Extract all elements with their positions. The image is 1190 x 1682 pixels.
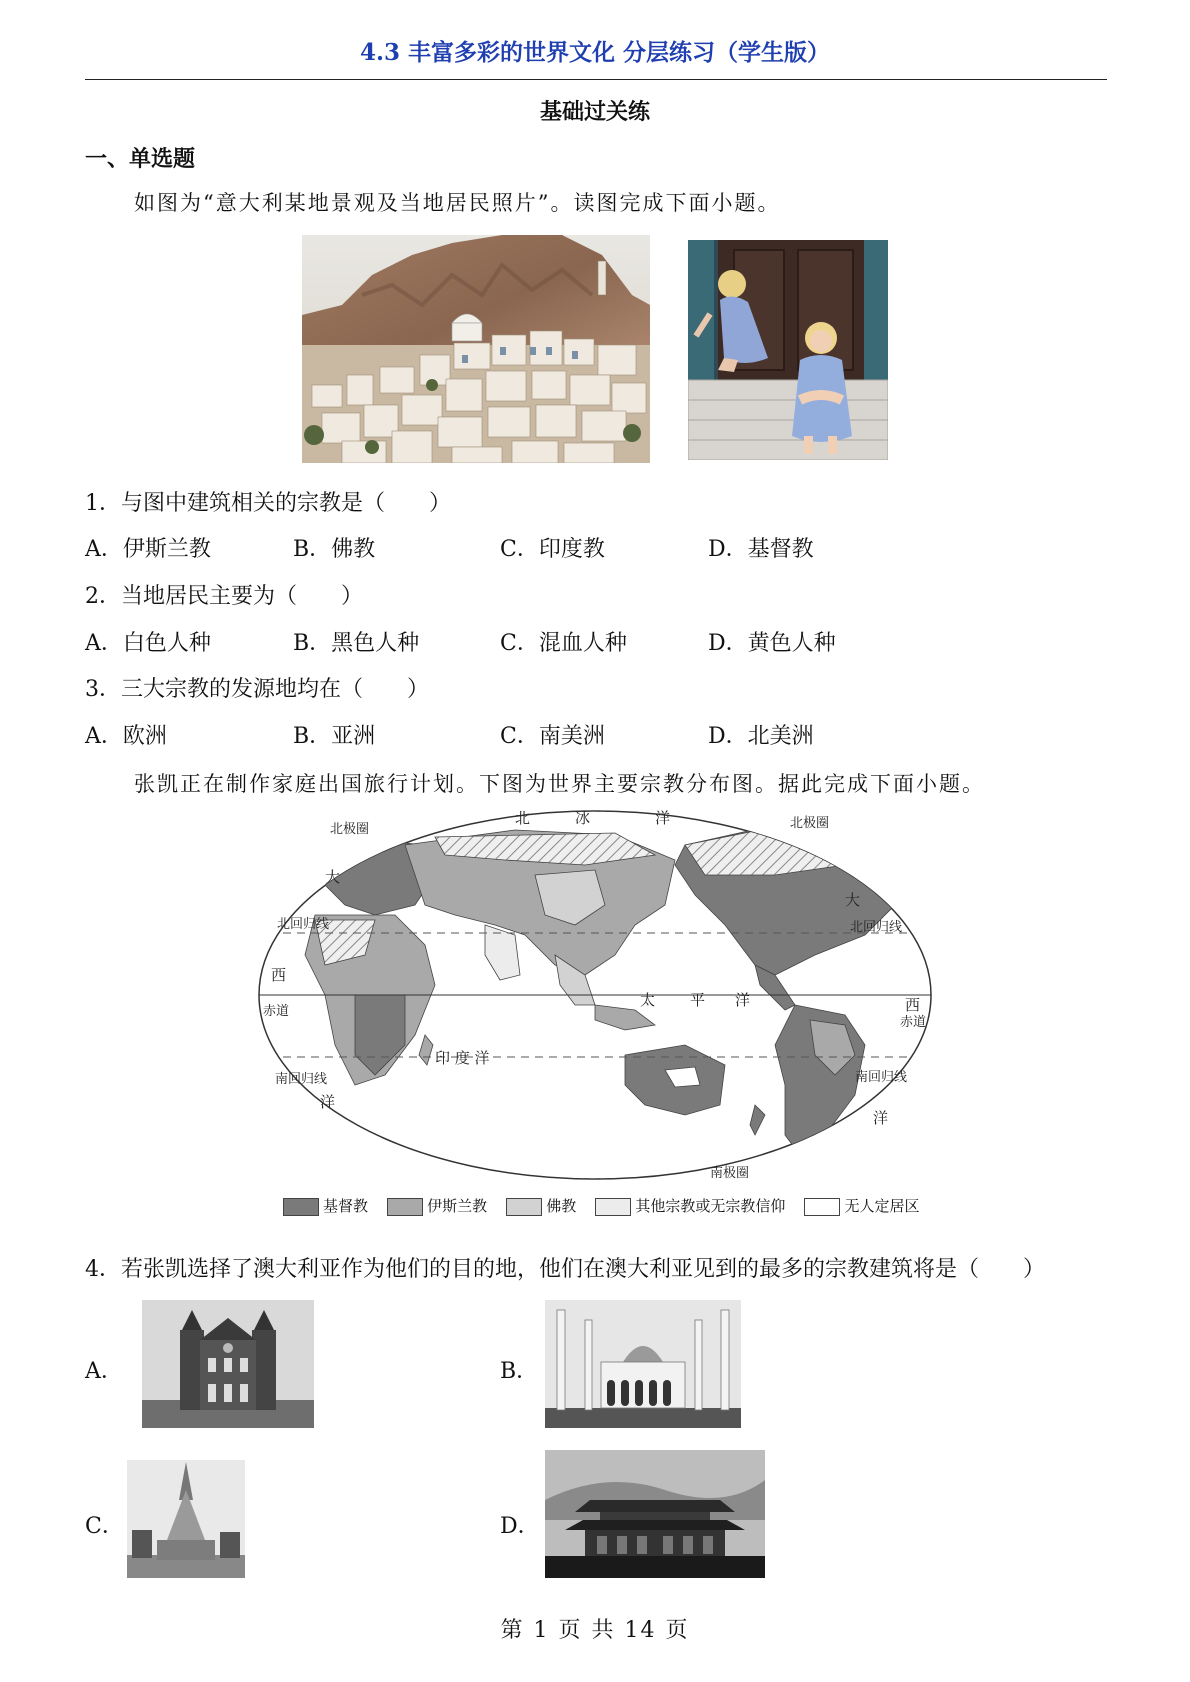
header-rule [85, 79, 1107, 80]
map-label-equator-right: 赤道 [900, 1015, 927, 1030]
question-1-option-c[interactable]: C．印度教 [500, 537, 605, 562]
legend-label-uninhabited: 无人定居区 [844, 1197, 920, 1215]
question-1-option-d[interactable]: D．基督教 [708, 537, 814, 562]
pagoda-image[interactable] [127, 1460, 245, 1578]
question-2-option-b[interactable]: B．黑色人种 [293, 631, 420, 656]
question-4-option-a-label[interactable]: A． [85, 1359, 123, 1384]
map-label-arctic-left: 北极圈 [330, 822, 370, 837]
map-label-xi-right: 西 [905, 996, 921, 1014]
map-legend [283, 1195, 983, 1216]
question-3-stem: 3．三大宗教的发源地均在（ ） [85, 677, 429, 702]
map-label-capricorn-left: 南回归线 [275, 1072, 328, 1087]
map-label-antarctic: 南极圈 [710, 1166, 750, 1181]
legend-label-christianity: 基督教 [323, 1197, 369, 1215]
question-2-option-a[interactable]: A．白色人种 [85, 631, 211, 656]
residents-photo [688, 240, 888, 460]
map-label-pacific-3: 洋 [735, 991, 751, 1009]
map-label-equator: 赤道 [263, 1004, 290, 1019]
section-heading: 一、单选题 [85, 146, 196, 172]
question-4-option-d-label[interactable]: D． [500, 1514, 540, 1539]
question-3-option-d[interactable]: D．北美洲 [708, 724, 814, 749]
question-3-option-b[interactable]: B．亚洲 [293, 724, 376, 749]
question-4-option-c-label[interactable]: C． [85, 1514, 124, 1539]
legend-swatch-other [595, 1198, 631, 1216]
map-label-yang-left: 洋 [320, 1093, 336, 1111]
legend-swatch-christianity [283, 1198, 319, 1216]
map-label-yang-right: 洋 [873, 1109, 889, 1127]
map-label-ice: 冰 [575, 809, 591, 827]
map-label-da-left: 大 [325, 868, 341, 886]
group2-intro: 张凯正在制作家庭出国旅行计划。下图为世界主要宗教分布图。据此完成下面小题。 [134, 772, 985, 796]
chinese-temple-image[interactable] [545, 1450, 765, 1578]
map-label-pacific-2: 平 [690, 991, 706, 1009]
map-label-xi-left: 西 [271, 966, 287, 984]
mosque-image[interactable] [545, 1300, 741, 1428]
legend-islam [387, 1195, 487, 1216]
question-1-stem: 1．与图中建筑相关的宗教是（ ） [85, 491, 451, 516]
legend-swatch-islam [387, 1198, 423, 1216]
map-label-da-right: 大 [845, 891, 861, 909]
legend-swatch-buddhism [506, 1198, 542, 1216]
legend-buddhism [506, 1195, 576, 1216]
question-2-option-c[interactable]: C．混血人种 [500, 631, 627, 656]
question-3-option-a[interactable]: A．欧洲 [85, 724, 167, 749]
legend-christianity [283, 1195, 368, 1216]
legend-label-buddhism: 佛教 [546, 1197, 577, 1215]
map-label-pacific-1: 太 [640, 991, 656, 1009]
question-1-option-b[interactable]: B．佛教 [293, 537, 376, 562]
map-label-capricorn-right: 南回归线 [855, 1070, 908, 1085]
question-3-option-c[interactable]: C．南美洲 [500, 724, 605, 749]
map-label-arctic-right: 北极圈 [790, 816, 830, 831]
world-religion-map [255, 805, 935, 1185]
map-label-cancer-right: 北回归线 [850, 920, 903, 935]
map-label-ocean: 洋 [655, 809, 671, 827]
question-2-stem: 2．当地居民主要为（ ） [85, 584, 363, 609]
question-4-option-b-label[interactable]: B． [500, 1359, 539, 1384]
legend-swatch-uninhabited [804, 1198, 840, 1216]
church-image[interactable] [142, 1300, 314, 1428]
map-label-cancer-left: 北回归线 [277, 917, 330, 932]
town-landscape-photo [302, 235, 650, 463]
map-label-indian: 印 度 洋 [435, 1049, 490, 1067]
question-2-option-d[interactable]: D．黄色人种 [708, 631, 836, 656]
page-number: 第 1 页 共 14 页 [500, 1618, 690, 1643]
legend-uninhabited [804, 1195, 919, 1216]
legend-label-islam: 伊斯兰教 [427, 1197, 488, 1215]
legend-label-other: 其他宗教或无宗教信仰 [635, 1197, 786, 1215]
question-4-stem: 4．若张凯选择了澳大利亚作为他们的目的地，他们在澳大利亚见到的最多的宗教建筑将是（ ） [85, 1257, 1046, 1282]
document-title: 4.3 丰富多彩的世界文化 分层练习（学生版） [359, 39, 831, 66]
section-subtitle: 基础过关练 [539, 99, 650, 125]
question-1-option-a[interactable]: A．伊斯兰教 [85, 537, 211, 562]
map-label-north: 北 [515, 809, 531, 827]
group1-intro: 如图为“意大利某地景观及当地居民照片”。读图完成下面小题。 [134, 191, 781, 215]
legend-other [595, 1195, 785, 1216]
